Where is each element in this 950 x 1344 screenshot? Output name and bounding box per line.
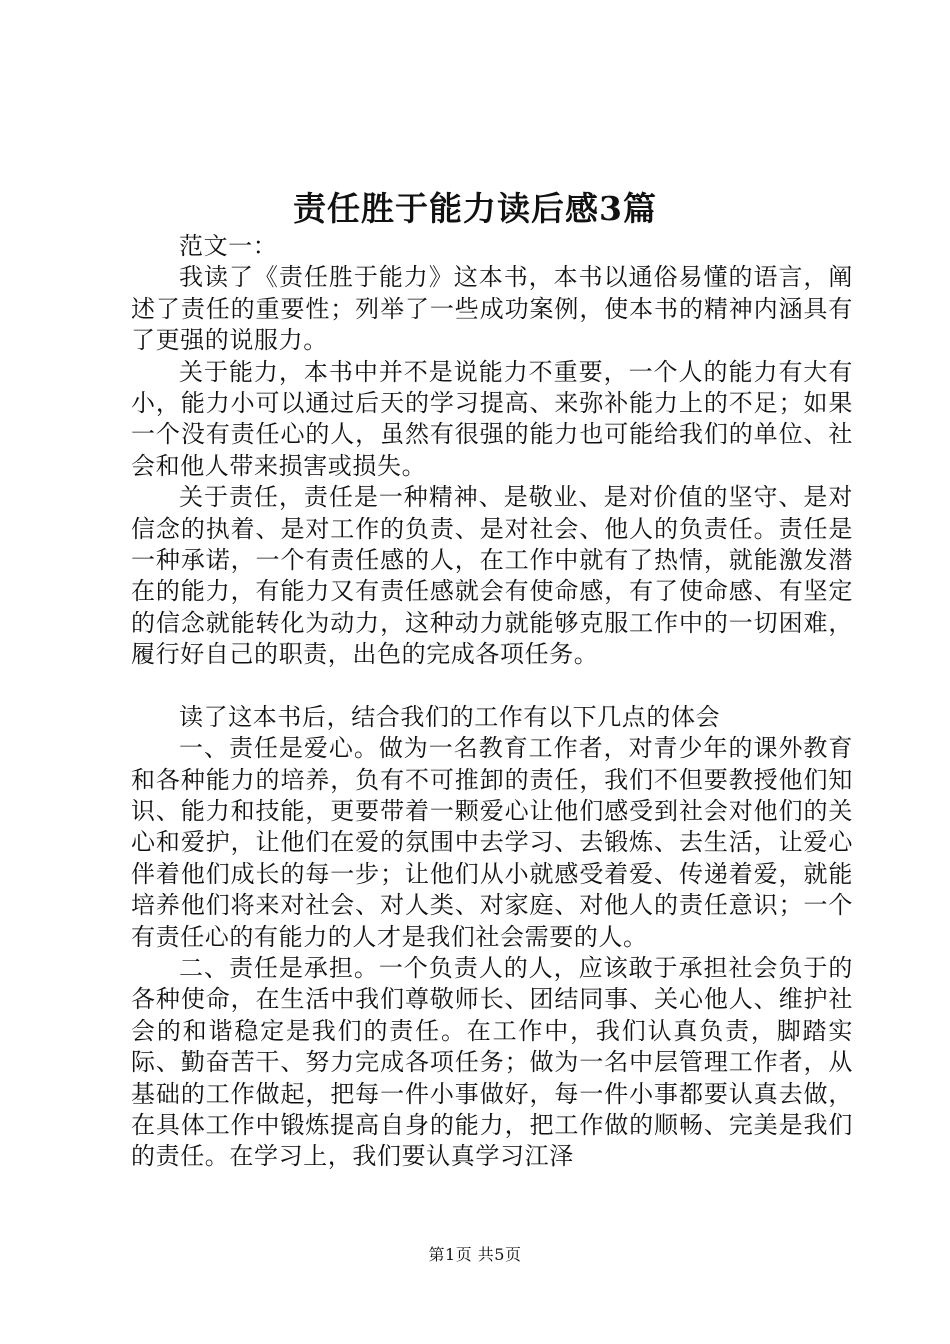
paragraph-point-two: 二、责任是承担。一个负责人的人，应该敢于承担社会负于的各种使命，在生活中我们尊敬师长、团结同事、关心他人、维护社会的和谐稳定是我们的责任。在工作中，我们认真负责，脚踏实际、勤奋苦干、努力完成各项任务；做为一名中层管理工作者，从基础的工作做起，把每一件小事做好，每一件小事都要认真去做，在具体工作中锻炼提高自身的能力，把工作做的顺畅、完美是我们的责任。在学习上，我们要认真学习江泽 xyxy=(131,953,853,1171)
paragraph-intro: 我读了《责任胜于能力》这本书，本书以通俗易懂的语言，阐述了责任的重要性；列举了一些成功案例，使本书的精神内涵具有了更强的说服力。 xyxy=(131,263,853,355)
document-body xyxy=(131,231,853,1173)
paragraph-about-responsibility: 关于责任，责任是一种精神、是敬业、是对价值的坚守、是对信念的执着、是对工作的负责、是对社会、他人的负责任。责任是一种承诺，一个有责任感的人，在工作中就有了热情，就能激发潜在的能力，有能力又有责任感就会有使命感，有了使命感、有坚定的信念就能转化为动力，这种动力就能够克服工作中的一切困难，履行好自己的职责，出色的完成各项任务。 xyxy=(131,483,853,669)
paragraph-reflection-lead: 读了这本书后，结合我们的工作有以下几点的体会 xyxy=(179,702,721,731)
document-title: 责任胜于能力读后感3篇 xyxy=(293,189,657,228)
paragraph-point-one: 一、责任是爱心。做为一名教育工作者，对青少年的课外教育和各种能力的培养，负有不可推卸的责任，我们不但要教授他们知识、能力和技能，更要带着一颗爱心让他们感受到社会对他们的关心和爱护，让他们在爱的氛围中去学习、去锻炼、去生活，让爱心伴着他们成长的每一步；让他们从小就感受着爱、传递着爱，就能培养他们将来对社会、对人类、对家庭、对他人的责任意识；一个有责任心的有能力的人才是我们社会需要的人。 xyxy=(131,734,853,951)
paragraph-about-ability: 关于能力，本书中并不是说能力不重要，一个人的能力有大有小，能力小可以通过后天的学习提高、来弥补能力上的不足；如果一个没有责任心的人，虽然有很强的能力也可能给我们的单位、社会和他人带来损害或损失。 xyxy=(131,357,853,480)
page-footer: 第1页 共5页 xyxy=(428,1245,522,1264)
paragraph-section-label: 范文一： xyxy=(179,232,278,260)
